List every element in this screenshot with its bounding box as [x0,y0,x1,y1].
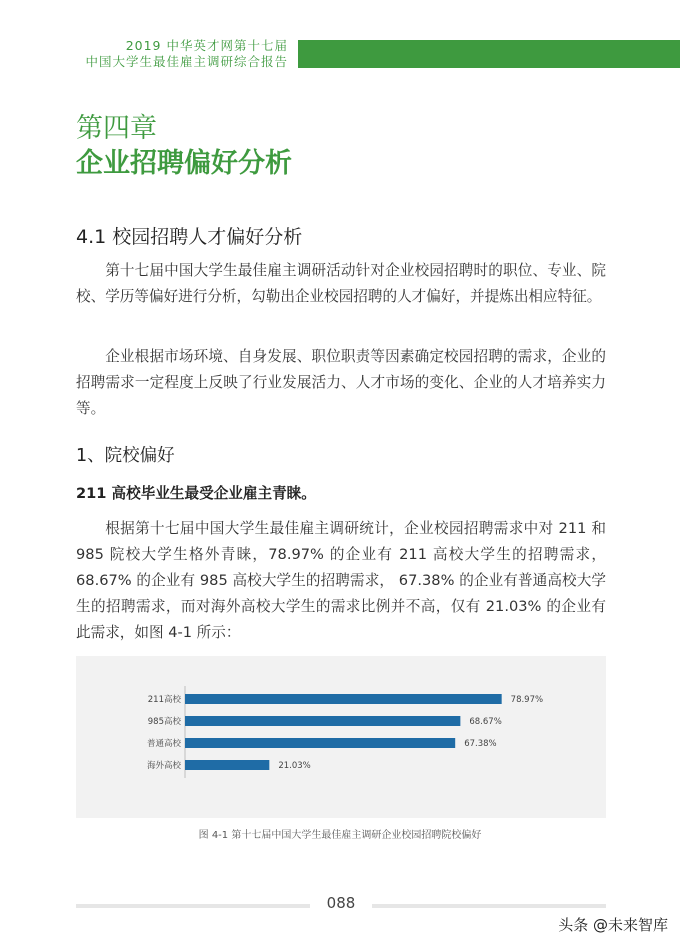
value-label: 78.97% [510,695,544,705]
chapter-number: 第四章 [76,113,157,144]
section-paragraph-1: 第十七届中国大学生最佳雇主调研活动针对企业校园招聘时的职位、专业、院校、学历等偏好进行分析，勾勒出企业校园招聘的人才偏好，并提炼出相应特征。 [76,262,606,305]
figure-caption: 图 4-1 第十七届中国大学生最佳雇主调研企业校园招聘院校偏好 [198,830,482,841]
footer-rule-left [76,904,310,908]
page-number: 088 [326,894,356,912]
section-paragraph-2: 企业根据市场环境、自身发展、职位职责等因素确定校园招聘的需求，企业的招聘需求一定程度上反映了行业发展活力、人才市场的变化、企业的人才培养实力等。 [76,348,606,417]
bar-chart-svg [76,656,606,818]
subsection-highlight: 211 高校毕业生最受企业雇主青睐。 [76,485,316,502]
chapter-title: 企业招聘偏好分析 [76,148,292,179]
value-label: 67.38% [464,739,497,749]
header-accent-bar [298,40,680,68]
category-label: 211高校 [147,695,181,705]
bar [185,738,455,748]
bar [185,694,502,704]
value-label: 68.67% [469,717,502,727]
header-line-1: 2019 中华英才网第十七届 [125,38,288,53]
value-label: 21.03% [278,761,311,771]
bar [185,760,269,770]
subsection-paragraph: 根据第十七届中国大学生最佳雇主调研统计，企业校园招聘需求中对 211 和 985 院校大学生格外青睐，78.97% 的企业有 211 高校大学生的招聘需求，68.67% 的企业有 985 高校大学生的招聘需求， 67.38% 的企业有普通高校大学生的招聘需求，而对海外高校大学生的需求比例并不高，仅有 21.03% 的企业有此需求，如图 4-1 所示： [76,520,606,641]
category-label: 985高校 [147,717,181,727]
bar [185,716,460,726]
bar-chart [76,656,606,818]
header-line-2: 中国大学生最佳雇主调研综合报告 [85,54,288,69]
watermark: 头条 @未来智库 [558,916,668,934]
category-label: 海外高校 [146,761,181,771]
subsection-title: 1、院校偏好 [76,446,175,466]
category-label: 普通高校 [146,739,181,749]
section-title: 4.1 校园招聘人才偏好分析 [76,226,303,248]
footer-rule-right [372,904,606,908]
report-header [85,38,288,70]
